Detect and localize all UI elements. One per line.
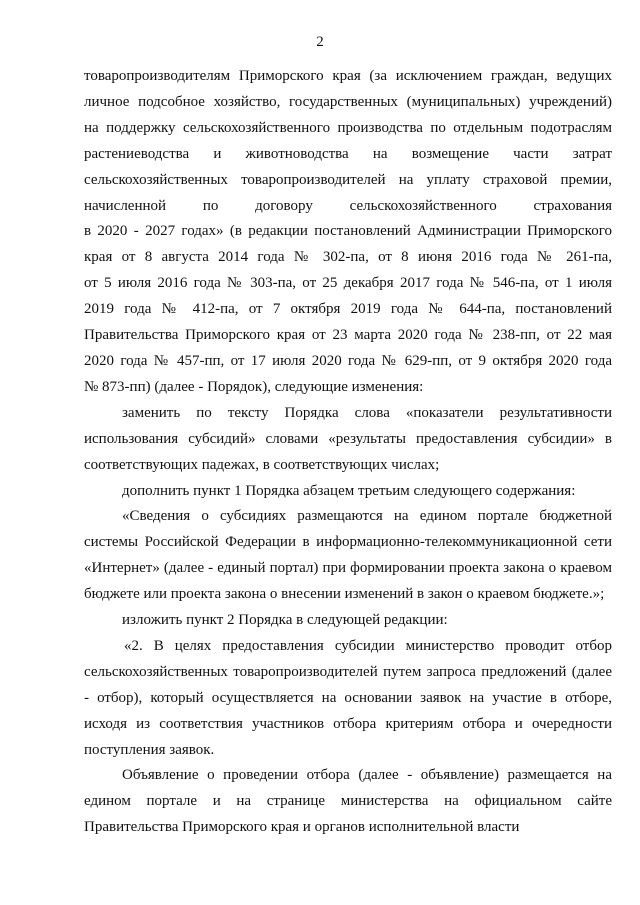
text-line: личное подсобное хозяйство, государственных (муниципальных) учреждений): [84, 93, 612, 110]
paragraph-replace: заменить по тексту Порядка слова «показатели результативности использования субсидий» словами «результаты предоставления субсидии» в соответствующих падежах, в соответствующих числах;: [84, 404, 612, 473]
text-line-last: № 873-пп) (далее - Порядок), следующие изменения:: [84, 378, 424, 395]
text-line: сельскохозяйственных товаропроизводителей на уплату страховой премии,: [84, 171, 612, 188]
paragraph-supplement: дополнить пункт 1 Порядка абзацем третьим следующего содержания:: [122, 482, 576, 499]
text-line: от 5 июля 2016 года № 303-па, от 25 декабря 2017 года № 546-па, от 1 июля: [84, 275, 612, 292]
text-line: 2020 года № 457-пп, от 17 июля 2020 года № 629-пп, от 9 октября 2020 года: [84, 352, 612, 369]
text-line: 2019 года № 412-па, от 7 октября 2019 года № 644-па, постановлений: [84, 301, 612, 318]
paragraph-announce: Объявление о проведении отбора (далее - объявление) размещается на едином портале и на странице министерства на официальном сайте Правительства Приморского края и органов исполнительной власти: [84, 767, 612, 836]
document-body: [84, 64, 612, 841]
text-line: товаропроизводителям Приморского края (за исключением граждан, ведущих: [84, 68, 612, 84]
page-number: 2: [316, 34, 324, 50]
text-line: на поддержку сельскохозяйственного производства по отдельным подотраслям: [84, 119, 612, 136]
paragraph-state: изложить пункт 2 Порядка в следующей редакции:: [122, 612, 448, 629]
text-line: начисленной по договору сельскохозяйственного страхования: [84, 197, 612, 214]
text-line: в 2020 - 2027 годах» (в редакции постановлений Администрации Приморского: [84, 223, 612, 240]
paragraph-point-2: «2. В целях предоставления субсидии министерство проводит отбор сельскохозяйственных товаропроизводителей путем запроса предложений (далее - отбор), который осуществляется на основании заявок на участие в отборе, исходя из соответствия участников отбора критериям отбора и очередности поступления заявок.: [84, 637, 612, 758]
text-line: Правительства Приморского края от 23 марта 2020 года № 238-пп, от 22 мая: [84, 327, 612, 344]
text-line: края от 8 августа 2014 года № 302-па, от 8 июня 2016 года № 261-па,: [84, 249, 612, 266]
text-line: растениеводства и животноводства на возмещение части затрат: [84, 145, 612, 162]
paragraph-info: «Сведения о субсидиях размещаются на едином портале бюджетной системы Российской Федерации в информационно-телекоммуникационной сети «Интернет» (далее - единый портал) при формировании проекта закона о краевом бюджете или проекта закона о внесении изменений в закон о краевом бюджете.»;: [84, 508, 612, 603]
